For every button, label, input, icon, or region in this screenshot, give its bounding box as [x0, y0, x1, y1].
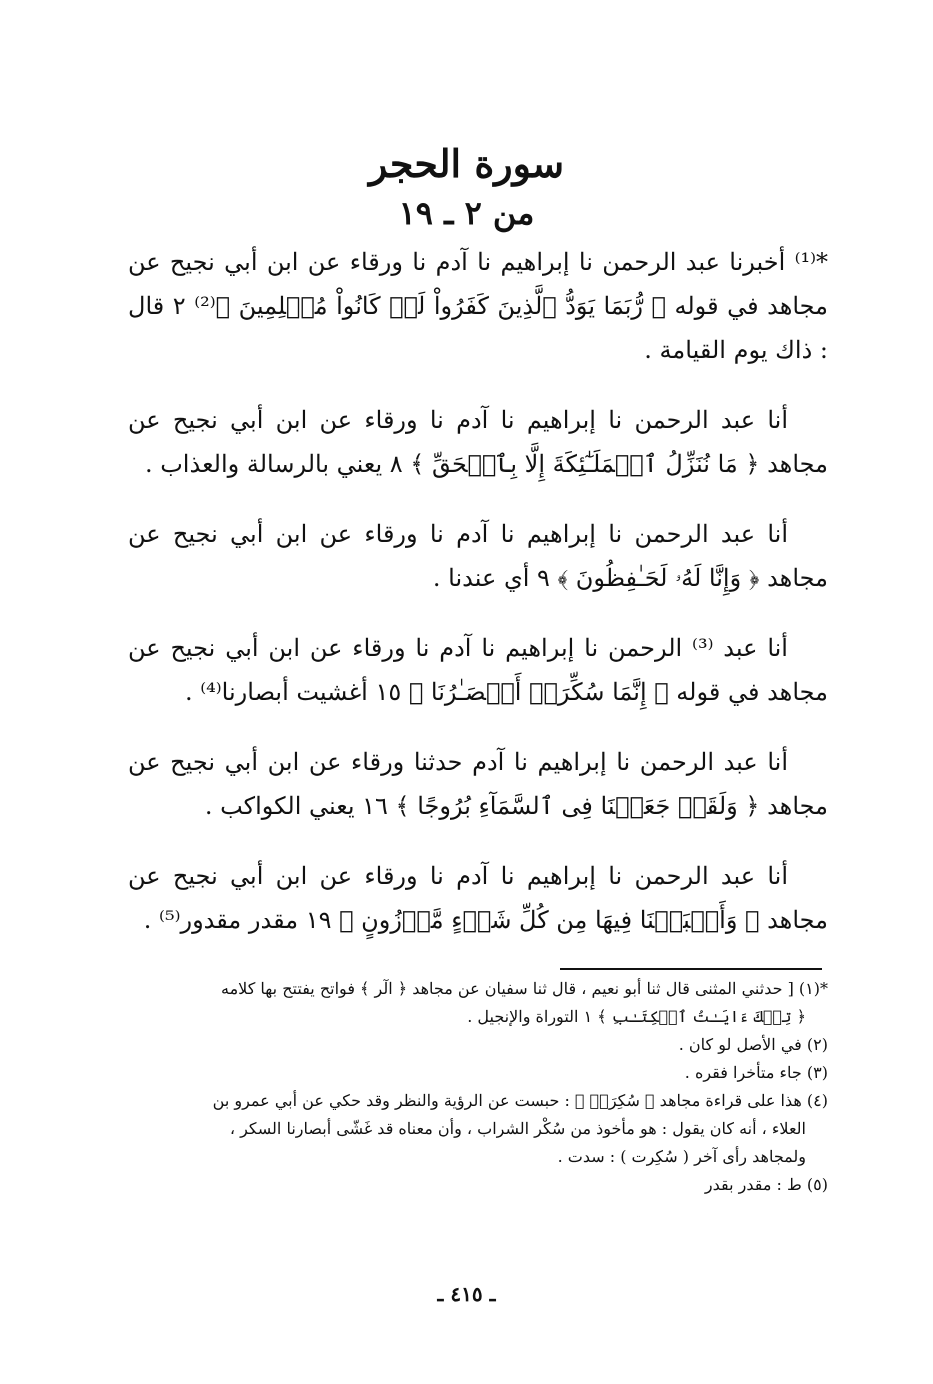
footnote-1: *(١) [ حدثني المثنى قال ثنا أبو نعيم ، قال ثنا سفيان عن مجاهد ﴿ الٓر ﴾ فواتح يفتتح بها كلامه	[221, 979, 828, 998]
footnote-3: (٣) جاء متأخرا فقره .	[684, 1063, 828, 1082]
footnote-1-continued: ﴿ تِلۡكَ ءَايَـٰتُ ٱلۡكِتَـٰبِ ﴾ ١ التوراة والإنجيل .	[467, 1007, 806, 1026]
main-text	[128, 240, 828, 968]
page-number: ـ ٤١٥ ـ	[437, 1282, 496, 1306]
paragraph-2: أنا عبد الرحمن نا إبراهيم نا آدم نا ورقاء عن ابن أبي نجيح عن مجاهد ﴿ مَا نُنَزِّلُ ٱلۡمَلَـٰٓئِكَةَ إِلَّا بِٱلۡحَقِّ ﴾ ٨ يعني بالرسالة والعذاب .	[128, 406, 828, 478]
footnote-4-continued-a: العلاء ، أنه كان يقول : هو مأخوذ من سُكْر الشراب ، وأن معناه قد غَشّى أبصارنا السكر ،	[229, 1119, 806, 1138]
paragraph-1: *⁽¹⁾ أخبرنا عبد الرحمن نا إبراهيم نا آدم نا ورقاء عن ابن أبي نجيح عن مجاهد في قوله ﴿ رُّبَمَا يَوَدُّ ٱلَّذِينَ كَفَرُواْ لَوۡ كَانُواْ مُسۡلِمِينَ ﴾⁽²⁾ ٢ قال : ذاك يوم القيامة .	[128, 248, 829, 364]
surah-title: سورة الحجر	[368, 141, 565, 186]
footnote-4: (٤) هذا على قراءة مجاهد ﴿ سُكِرَتۡ ﴾ : حبست عن الرؤية والنظر وقد حكي عن أبي عمرو بن	[212, 1091, 828, 1110]
paragraph-3: أنا عبد الرحمن نا إبراهيم نا آدم نا ورقاء عن ابن أبي نجيح عن مجاهد ﴿ وَإِنَّا لَهُۥ لَحَـٰفِظُونَ ﴾ ٩ أي عندنا .	[128, 520, 828, 592]
footnote-2: (٢) في الأصل لو كان .	[678, 1035, 828, 1054]
footnote-5: (٥) ط : مقدر بقدر	[704, 1175, 828, 1194]
paragraph-6: أنا عبد الرحمن نا إبراهيم نا آدم نا ورقاء عن ابن أبي نجيح عن مجاهد ﴿ وَأَنۢبَتۡنَا فِيهَا مِن كُلِّ شَىۡءٍ مَّوۡزُونٍ ﴾ ١٩ مقدر مقدور⁽⁵⁾ .	[128, 862, 828, 934]
footnote-4-continued-b: ولمجاهد رأى آخر ( سُكِرت ) : سدت .	[557, 1147, 806, 1166]
paragraph-4: أنا عبد ⁽³⁾ الرحمن نا إبراهيم نا آدم نا ورقاء عن ابن أبي نجيح عن مجاهد في قوله ﴿ إِنَّمَا سُكِّرَتۡ أَبۡصَـٰرُنَا ﴾ ١٥ أغشيت أبصارنا⁽⁴⁾ .	[128, 634, 828, 706]
verse-range: من ٢ ـ ١٩	[398, 194, 535, 232]
paragraph-5: أنا عبد الرحمن نا إبراهيم نا آدم حدثنا ورقاء عن ابن أبي نجيح عن مجاهد ﴿ وَلَقَدۡ جَعَلۡنَا فِى ٱلسَّمَآءِ بُرُوجًا ﴾ ١٦ يعني الكواكب .	[128, 748, 828, 820]
footnotes	[128, 976, 828, 1200]
footnote-divider	[560, 968, 822, 970]
